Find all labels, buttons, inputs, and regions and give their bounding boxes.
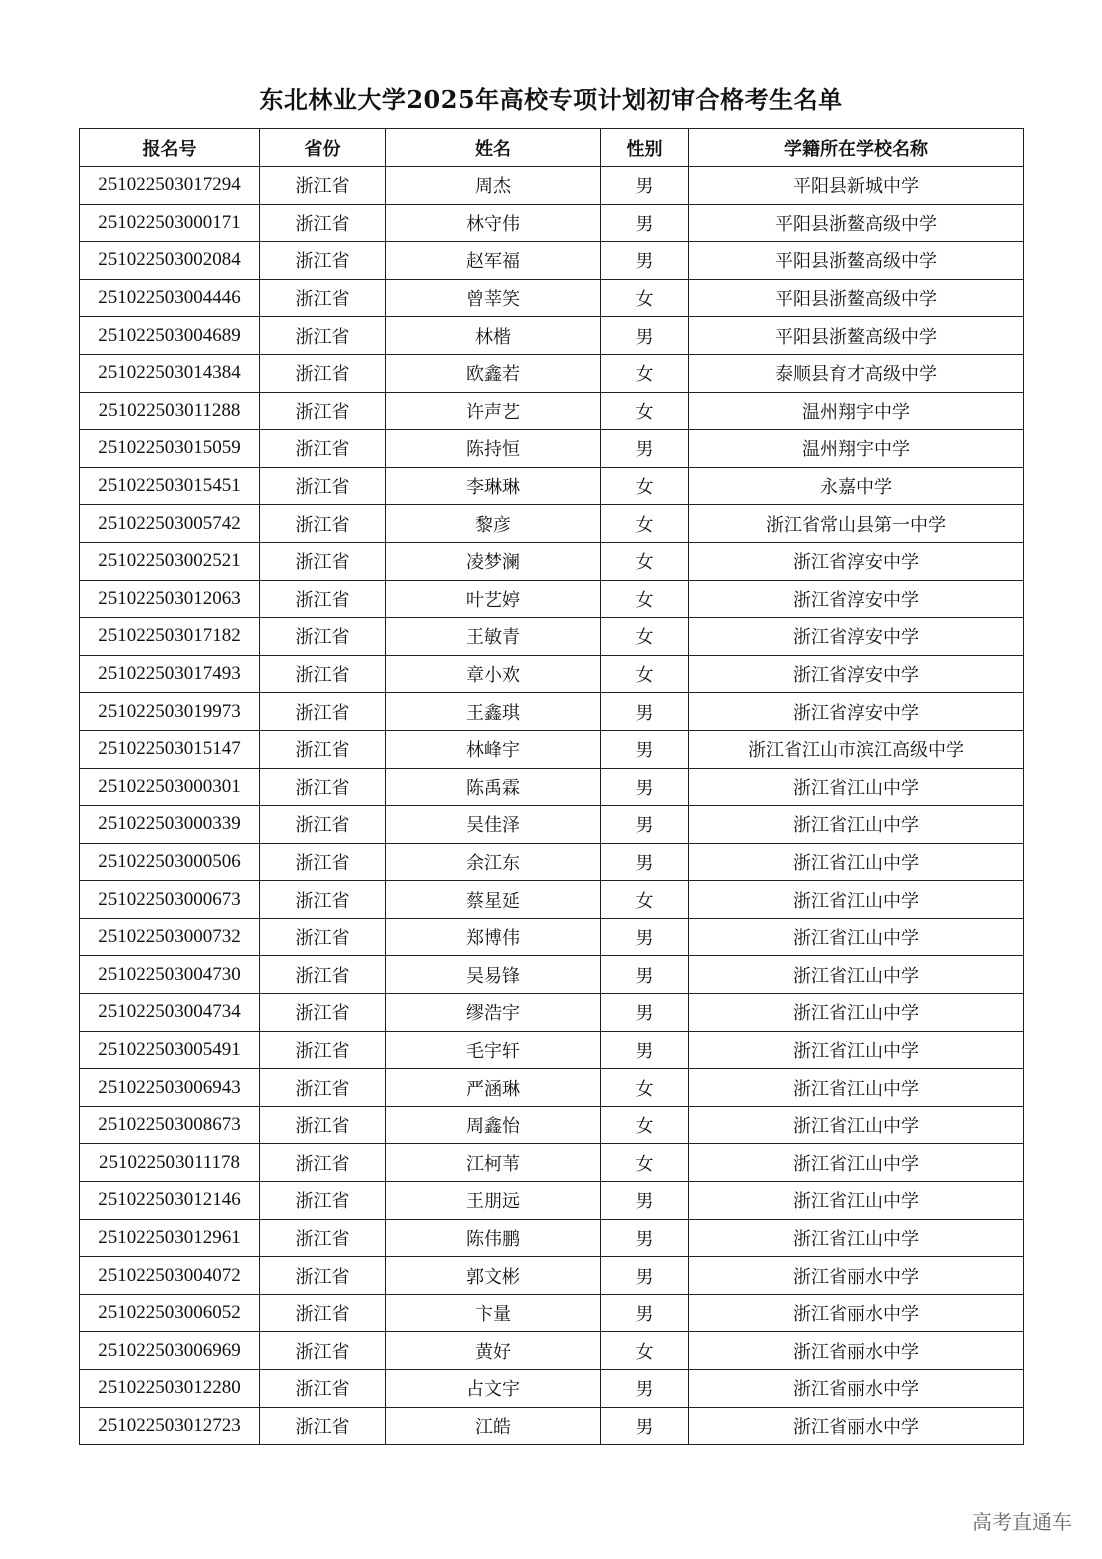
- cell-gender: 女: [601, 542, 689, 580]
- cell-reg-no: 251022503004446: [80, 279, 260, 317]
- table-row: [80, 881, 1024, 919]
- cell-gender: 女: [601, 505, 689, 543]
- cell-province: 浙江省: [260, 354, 386, 392]
- cell-gender: 女: [601, 279, 689, 317]
- cell-school: 浙江省江山中学: [689, 1106, 1024, 1144]
- cell-reg-no: 251022503015451: [80, 467, 260, 505]
- table-header-row: [80, 129, 1024, 167]
- cell-province: 浙江省: [260, 467, 386, 505]
- cell-reg-no: 251022503006052: [80, 1294, 260, 1332]
- cell-reg-no: 251022503014384: [80, 354, 260, 392]
- cell-school: 浙江省丽水中学: [689, 1294, 1024, 1332]
- cell-gender: 男: [601, 1407, 689, 1445]
- cell-name: 林峰宇: [386, 730, 601, 768]
- cell-province: 浙江省: [260, 956, 386, 994]
- cell-gender: 男: [601, 1294, 689, 1332]
- cell-province: 浙江省: [260, 1031, 386, 1069]
- table-row: [80, 242, 1024, 280]
- column-header-name: 姓名: [386, 129, 601, 167]
- cell-school: 浙江省江山中学: [689, 843, 1024, 881]
- cell-school: 浙江省江山市滨江高级中学: [689, 730, 1024, 768]
- table-row: [80, 1144, 1024, 1182]
- cell-reg-no: 251022503006969: [80, 1332, 260, 1370]
- cell-province: 浙江省: [260, 693, 386, 731]
- cell-school: 浙江省江山中学: [689, 918, 1024, 956]
- cell-province: 浙江省: [260, 1257, 386, 1295]
- table-row: [80, 655, 1024, 693]
- cell-reg-no: 251022503005742: [80, 505, 260, 543]
- cell-name: 陈持恒: [386, 430, 601, 468]
- table-row: [80, 279, 1024, 317]
- cell-gender: 女: [601, 655, 689, 693]
- cell-name: 占文宇: [386, 1370, 601, 1408]
- cell-reg-no: 251022503002521: [80, 542, 260, 580]
- cell-province: 浙江省: [260, 618, 386, 656]
- cell-reg-no: 251022503004072: [80, 1257, 260, 1295]
- cell-school: 平阳县浙鳌高级中学: [689, 242, 1024, 280]
- cell-province: 浙江省: [260, 806, 386, 844]
- table-row: [80, 392, 1024, 430]
- cell-gender: 男: [601, 1182, 689, 1220]
- cell-gender: 男: [601, 242, 689, 280]
- cell-name: 欧鑫若: [386, 354, 601, 392]
- cell-school: 温州翔宇中学: [689, 430, 1024, 468]
- table-row: [80, 843, 1024, 881]
- table-row: [80, 730, 1024, 768]
- cell-name: 林守伟: [386, 204, 601, 242]
- cell-province: 浙江省: [260, 1106, 386, 1144]
- cell-school: 浙江省常山县第一中学: [689, 505, 1024, 543]
- cell-province: 浙江省: [260, 843, 386, 881]
- cell-province: 浙江省: [260, 881, 386, 919]
- cell-name: 严涵琳: [386, 1069, 601, 1107]
- cell-reg-no: 251022503000673: [80, 881, 260, 919]
- cell-province: 浙江省: [260, 918, 386, 956]
- cell-gender: 女: [601, 1144, 689, 1182]
- cell-name: 陈禹霖: [386, 768, 601, 806]
- cell-province: 浙江省: [260, 580, 386, 618]
- cell-name: 李琳琳: [386, 467, 601, 505]
- table-row: [80, 467, 1024, 505]
- cell-reg-no: 251022503012280: [80, 1370, 260, 1408]
- cell-name: 凌梦澜: [386, 542, 601, 580]
- cell-gender: 女: [601, 1106, 689, 1144]
- cell-province: 浙江省: [260, 204, 386, 242]
- table-row: [80, 204, 1024, 242]
- cell-gender: 女: [601, 618, 689, 656]
- cell-province: 浙江省: [260, 430, 386, 468]
- cell-gender: 女: [601, 354, 689, 392]
- cell-gender: 男: [601, 806, 689, 844]
- cell-reg-no: 251022503012063: [80, 580, 260, 618]
- cell-reg-no: 251022503011288: [80, 392, 260, 430]
- cell-name: 王敏青: [386, 618, 601, 656]
- cell-school: 温州翔宇中学: [689, 392, 1024, 430]
- cell-province: 浙江省: [260, 1294, 386, 1332]
- table-row: [80, 430, 1024, 468]
- table-row: [80, 1069, 1024, 1107]
- cell-name: 郭文彬: [386, 1257, 601, 1295]
- table-row: [80, 918, 1024, 956]
- cell-school: 浙江省淳安中学: [689, 580, 1024, 618]
- table-row: [80, 768, 1024, 806]
- column-header-school: 学籍所在学校名称: [689, 129, 1024, 167]
- cell-name: 曾莘笑: [386, 279, 601, 317]
- cell-name: 卞量: [386, 1294, 601, 1332]
- cell-gender: 男: [601, 768, 689, 806]
- cell-school: 浙江省江山中学: [689, 994, 1024, 1032]
- cell-school: 浙江省江山中学: [689, 1219, 1024, 1257]
- column-header-province: 省份: [260, 129, 386, 167]
- cell-reg-no: 251022503017294: [80, 167, 260, 205]
- cell-reg-no: 251022503012723: [80, 1407, 260, 1445]
- cell-name: 章小欢: [386, 655, 601, 693]
- cell-school: 浙江省江山中学: [689, 768, 1024, 806]
- table-row: [80, 618, 1024, 656]
- cell-school: 浙江省淳安中学: [689, 655, 1024, 693]
- cell-school: 浙江省江山中学: [689, 806, 1024, 844]
- cell-reg-no: 251022503017182: [80, 618, 260, 656]
- cell-name: 林楷: [386, 317, 601, 355]
- cell-reg-no: 251022503019973: [80, 693, 260, 731]
- table-row: [80, 354, 1024, 392]
- table-row: [80, 994, 1024, 1032]
- cell-gender: 男: [601, 843, 689, 881]
- table-row: [80, 505, 1024, 543]
- cell-gender: 男: [601, 693, 689, 731]
- cell-gender: 女: [601, 467, 689, 505]
- table-row: [80, 1182, 1024, 1220]
- cell-reg-no: 251022503012146: [80, 1182, 260, 1220]
- cell-reg-no: 251022503004734: [80, 994, 260, 1032]
- cell-province: 浙江省: [260, 994, 386, 1032]
- cell-reg-no: 251022503000171: [80, 204, 260, 242]
- cell-gender: 男: [601, 1370, 689, 1408]
- cell-school: 平阳县浙鳌高级中学: [689, 279, 1024, 317]
- cell-name: 周鑫怡: [386, 1106, 601, 1144]
- cell-name: 周杰: [386, 167, 601, 205]
- cell-reg-no: 251022503011178: [80, 1144, 260, 1182]
- cell-gender: 女: [601, 881, 689, 919]
- cell-province: 浙江省: [260, 1370, 386, 1408]
- table-row: [80, 1219, 1024, 1257]
- cell-school: 浙江省江山中学: [689, 1031, 1024, 1069]
- document-title: 东北林业大学2025年高校专项计划初审合格考生名单: [259, 85, 843, 114]
- cell-province: 浙江省: [260, 279, 386, 317]
- cell-province: 浙江省: [260, 1219, 386, 1257]
- table-row: [80, 806, 1024, 844]
- table-row: [80, 542, 1024, 580]
- table-row: [80, 1332, 1024, 1370]
- cell-school: 浙江省江山中学: [689, 1144, 1024, 1182]
- cell-gender: 女: [601, 1069, 689, 1107]
- cell-name: 蔡星延: [386, 881, 601, 919]
- cell-gender: 男: [601, 1257, 689, 1295]
- cell-gender: 女: [601, 1332, 689, 1370]
- cell-reg-no: 251022503005491: [80, 1031, 260, 1069]
- cell-province: 浙江省: [260, 317, 386, 355]
- cell-province: 浙江省: [260, 1332, 386, 1370]
- cell-gender: 男: [601, 1031, 689, 1069]
- cell-school: 泰顺县育才高级中学: [689, 354, 1024, 392]
- cell-school: 浙江省丽水中学: [689, 1370, 1024, 1408]
- cell-province: 浙江省: [260, 730, 386, 768]
- cell-name: 王鑫琪: [386, 693, 601, 731]
- cell-name: 赵军福: [386, 242, 601, 280]
- cell-name: 江皓: [386, 1407, 601, 1445]
- cell-province: 浙江省: [260, 1144, 386, 1182]
- table-row: [80, 1031, 1024, 1069]
- cell-gender: 男: [601, 167, 689, 205]
- cell-gender: 男: [601, 204, 689, 242]
- cell-name: 黎彦: [386, 505, 601, 543]
- cell-province: 浙江省: [260, 505, 386, 543]
- column-header-reg-no: 报名号: [80, 129, 260, 167]
- cell-reg-no: 251022503006943: [80, 1069, 260, 1107]
- cell-name: 陈伟鹏: [386, 1219, 601, 1257]
- cell-school: 永嘉中学: [689, 467, 1024, 505]
- cell-school: 平阳县浙鳌高级中学: [689, 317, 1024, 355]
- column-header-gender: 性别: [601, 129, 689, 167]
- cell-name: 王朋远: [386, 1182, 601, 1220]
- table-row: [80, 1407, 1024, 1445]
- cell-province: 浙江省: [260, 1069, 386, 1107]
- cell-reg-no: 251022503017493: [80, 655, 260, 693]
- cell-province: 浙江省: [260, 1407, 386, 1445]
- cell-reg-no: 251022503015059: [80, 430, 260, 468]
- table-row: [80, 1294, 1024, 1332]
- cell-school: 浙江省淳安中学: [689, 693, 1024, 731]
- cell-reg-no: 251022503008673: [80, 1106, 260, 1144]
- cell-name: 缪浩宇: [386, 994, 601, 1032]
- cell-gender: 男: [601, 994, 689, 1032]
- cell-province: 浙江省: [260, 167, 386, 205]
- table-row: [80, 167, 1024, 205]
- cell-name: 吴易锋: [386, 956, 601, 994]
- cell-name: 余江东: [386, 843, 601, 881]
- cell-province: 浙江省: [260, 1182, 386, 1220]
- cell-reg-no: 251022503000732: [80, 918, 260, 956]
- cell-gender: 女: [601, 392, 689, 430]
- cell-school: 浙江省江山中学: [689, 1069, 1024, 1107]
- cell-name: 叶艺婷: [386, 580, 601, 618]
- cell-reg-no: 251022503015147: [80, 730, 260, 768]
- table-row: [80, 1370, 1024, 1408]
- cell-school: 平阳县浙鳌高级中学: [689, 204, 1024, 242]
- table-row: [80, 1257, 1024, 1295]
- cell-province: 浙江省: [260, 392, 386, 430]
- cell-name: 许声艺: [386, 392, 601, 430]
- candidate-table: [79, 128, 1024, 1445]
- cell-province: 浙江省: [260, 655, 386, 693]
- cell-school: 浙江省江山中学: [689, 1182, 1024, 1220]
- cell-reg-no: 251022503002084: [80, 242, 260, 280]
- cell-name: 毛宇轩: [386, 1031, 601, 1069]
- cell-reg-no: 251022503004730: [80, 956, 260, 994]
- table-row: [80, 1106, 1024, 1144]
- cell-gender: 男: [601, 1219, 689, 1257]
- cell-gender: 女: [601, 580, 689, 618]
- cell-name: 江柯苇: [386, 1144, 601, 1182]
- watermark: 高考直通车: [972, 1510, 1072, 1534]
- cell-school: 浙江省淳安中学: [689, 618, 1024, 656]
- cell-school: 浙江省丽水中学: [689, 1257, 1024, 1295]
- cell-name: 黄好: [386, 1332, 601, 1370]
- cell-gender: 男: [601, 730, 689, 768]
- cell-reg-no: 251022503000301: [80, 768, 260, 806]
- cell-gender: 男: [601, 956, 689, 994]
- cell-province: 浙江省: [260, 768, 386, 806]
- table-row: [80, 580, 1024, 618]
- cell-school: 浙江省丽水中学: [689, 1332, 1024, 1370]
- cell-school: 浙江省淳安中学: [689, 542, 1024, 580]
- cell-province: 浙江省: [260, 542, 386, 580]
- cell-name: 郑博伟: [386, 918, 601, 956]
- cell-school: 浙江省丽水中学: [689, 1407, 1024, 1445]
- cell-school: 浙江省江山中学: [689, 881, 1024, 919]
- cell-reg-no: 251022503000339: [80, 806, 260, 844]
- cell-school: 浙江省江山中学: [689, 956, 1024, 994]
- cell-school: 平阳县新城中学: [689, 167, 1024, 205]
- cell-gender: 男: [601, 430, 689, 468]
- cell-reg-no: 251022503012961: [80, 1219, 260, 1257]
- cell-reg-no: 251022503000506: [80, 843, 260, 881]
- cell-province: 浙江省: [260, 242, 386, 280]
- cell-gender: 男: [601, 317, 689, 355]
- table-row: [80, 956, 1024, 994]
- cell-gender: 男: [601, 918, 689, 956]
- cell-reg-no: 251022503004689: [80, 317, 260, 355]
- cell-name: 吴佳泽: [386, 806, 601, 844]
- table-row: [80, 317, 1024, 355]
- table-row: [80, 693, 1024, 731]
